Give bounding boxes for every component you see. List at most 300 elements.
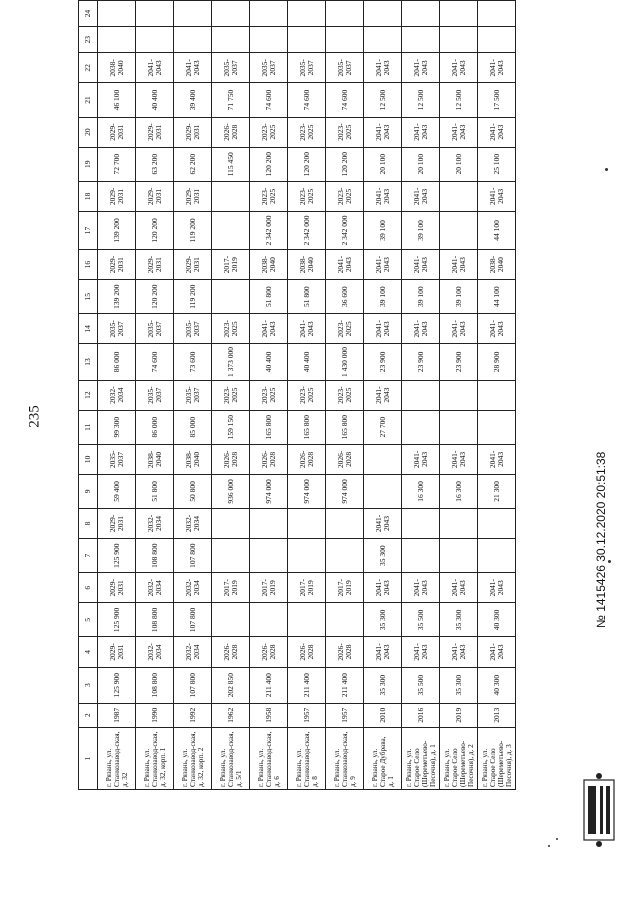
table-cell: 2032-2034	[136, 508, 174, 538]
table-cell: 2013	[478, 703, 516, 727]
table-cell: 2041-2043	[364, 250, 402, 280]
table-cell: 211 400	[288, 667, 326, 703]
table-cell	[212, 280, 250, 314]
table-cell: 2041-2043	[364, 380, 402, 410]
table-cell: 2041-2043	[440, 637, 478, 667]
table-cell	[288, 27, 326, 53]
column-header: 16	[79, 250, 98, 280]
scan-speck	[605, 168, 608, 171]
table-cell: 2026-2028	[288, 444, 326, 474]
table-cell: 2023-2025	[288, 380, 326, 410]
table-cell: 2017-2019	[288, 573, 326, 603]
column-header: 15	[79, 280, 98, 314]
column-header: 21	[79, 83, 98, 117]
address-cell: г. Рязань, ул. Станкозавод-ская, д. 32, корп. 2	[174, 727, 212, 789]
table-cell	[212, 539, 250, 573]
table-cell: 125 900	[98, 667, 136, 703]
table-cell: 74 600	[288, 83, 326, 117]
table-cell: 73 600	[174, 344, 212, 380]
table-cell: 2026-2028	[250, 444, 288, 474]
table-cell: 1 430 000	[326, 344, 364, 380]
table-cell	[364, 474, 402, 508]
column-header: 6	[79, 573, 98, 603]
table-cell: 39 100	[402, 211, 440, 249]
table-cell: 2041-2043	[364, 181, 402, 211]
table-cell	[288, 539, 326, 573]
table-cell: 27 700	[364, 410, 402, 444]
table-cell: 35 500	[402, 667, 440, 703]
table-cell: 139 200	[98, 280, 136, 314]
table-cell: 2041-2043	[402, 637, 440, 667]
table-cell: 51 800	[136, 474, 174, 508]
table-cell: 39 100	[440, 280, 478, 314]
page-number: 235	[26, 405, 43, 428]
column-header: 14	[79, 314, 98, 344]
table-cell: 2023-2025	[326, 380, 364, 410]
table-cell: 23 900	[364, 344, 402, 380]
table-cell: 2035-2037	[136, 380, 174, 410]
address-cell: г. Рязань, ул. Станкозавод-ская, д. 8	[288, 727, 326, 789]
table-row	[136, 1, 174, 790]
table-cell: 2 342 000	[288, 211, 326, 249]
table-cell: 2026-2028	[288, 637, 326, 667]
table-cell: 2041-2043	[440, 53, 478, 83]
table-cell: 35 300	[364, 539, 402, 573]
address-cell: г. Рязань, ул. Станкозавод-ская, д. 32	[98, 727, 136, 789]
table-cell: 2041-2043	[402, 250, 440, 280]
table-cell	[364, 444, 402, 474]
table-cell: 2041-2043	[402, 53, 440, 83]
table-cell: 115 450	[212, 147, 250, 181]
table-cell: 50 800	[174, 474, 212, 508]
table-cell: 107 800	[174, 667, 212, 703]
table-cell: 12 500	[440, 83, 478, 117]
table-cell: 20 100	[364, 147, 402, 181]
column-header: 9	[79, 474, 98, 508]
table-cell: 2041-2043	[364, 53, 402, 83]
table-cell	[364, 27, 402, 53]
table-row	[98, 1, 136, 790]
table-cell: 1957	[288, 703, 326, 727]
table-cell: 40 400	[250, 344, 288, 380]
table-cell: 85 000	[174, 410, 212, 444]
table-cell: 2 342 000	[250, 211, 288, 249]
scan-speck	[556, 838, 558, 840]
column-header: 10	[79, 444, 98, 474]
column-header: 18	[79, 181, 98, 211]
table-cell: 35 500	[402, 603, 440, 637]
table-cell: 17 500	[478, 83, 516, 117]
table-cell: 2023-2025	[288, 181, 326, 211]
table-cell: 2041-2043	[440, 250, 478, 280]
table-cell	[250, 27, 288, 53]
table-cell: 1987	[98, 703, 136, 727]
table-cell: 2041-2043	[478, 444, 516, 474]
column-header: 4	[79, 637, 98, 667]
table-cell	[212, 181, 250, 211]
address-cell: г. Рязань, ул. Станкозавод-ская, д. 6	[250, 727, 288, 789]
table-cell: 74 600	[326, 83, 364, 117]
table-cell	[326, 27, 364, 53]
table-cell: 2032-2034	[136, 637, 174, 667]
table-cell: 974 000	[288, 474, 326, 508]
table-cell: 12 500	[402, 83, 440, 117]
table-cell: 211 400	[250, 667, 288, 703]
table-cell: 2019	[440, 703, 478, 727]
table-cell: 1 373 000	[212, 344, 250, 380]
table-body	[98, 1, 516, 790]
table-cell: 63 200	[136, 147, 174, 181]
table-cell: 2038-2040	[250, 250, 288, 280]
table-cell	[440, 27, 478, 53]
table-row	[326, 1, 364, 790]
table-cell	[250, 508, 288, 538]
address-cell: г. Рязань, ул. Старое Село (Шереметьево-Песочня), д. 2	[440, 727, 478, 789]
table-cell: 936 000	[212, 474, 250, 508]
table-cell	[478, 508, 516, 538]
table-cell	[440, 380, 478, 410]
table-cell: 2029-2031	[98, 637, 136, 667]
table-cell: 2029-2031	[136, 117, 174, 147]
table-cell	[402, 410, 440, 444]
table-cell	[478, 380, 516, 410]
table-cell: 2026-2028	[326, 444, 364, 474]
address-cell: г. Рязань, ул. Старое Село (Шереметьево-Песочня), д. 1	[402, 727, 440, 789]
table-cell: 2041-2043	[402, 181, 440, 211]
table-row	[478, 1, 516, 790]
table-cell	[212, 1, 250, 27]
table-cell: 2017-2019	[326, 573, 364, 603]
table-cell: 108 800	[136, 667, 174, 703]
table-cell: 120 200	[136, 211, 174, 249]
table-cell: 2041-2043	[478, 314, 516, 344]
table-cell: 2041-2043	[402, 314, 440, 344]
table-cell	[136, 1, 174, 27]
table-cell: 119 200	[174, 280, 212, 314]
column-header: 19	[79, 147, 98, 181]
table-cell: 2026-2028	[212, 637, 250, 667]
table-cell: 86 000	[136, 410, 174, 444]
emblem-logo-icon	[580, 770, 618, 850]
table-cell: 51 800	[250, 280, 288, 314]
table-cell: 211 400	[326, 667, 364, 703]
table-cell: 72 700	[98, 147, 136, 181]
table-cell: 23 900	[402, 344, 440, 380]
table-row	[288, 1, 326, 790]
table-cell	[136, 27, 174, 53]
table-cell: 99 300	[98, 410, 136, 444]
address-cell: г. Рязань, ул. Старое Село (Шереметьево-Песочня), д. 3	[478, 727, 516, 789]
table-cell: 35 300	[364, 667, 402, 703]
table-cell: 2041-2043	[440, 314, 478, 344]
table-cell: 1958	[250, 703, 288, 727]
table-cell: 2032-2034	[98, 380, 136, 410]
table-cell: 2029-2031	[98, 250, 136, 280]
table-cell	[212, 27, 250, 53]
table-cell: 1992	[174, 703, 212, 727]
table-cell: 2023-2025	[288, 117, 326, 147]
table-cell: 2035-2037	[212, 53, 250, 83]
table-cell: 2026-2028	[212, 117, 250, 147]
table-cell: 2038-2040	[174, 444, 212, 474]
table-cell	[478, 1, 516, 27]
column-header: 17	[79, 211, 98, 249]
table-row	[402, 1, 440, 790]
table-cell: 120 200	[288, 147, 326, 181]
table-cell: 2041-2043	[478, 53, 516, 83]
table-cell	[174, 1, 212, 27]
table-cell: 2041-2043	[364, 314, 402, 344]
table-cell: 2029-2031	[98, 573, 136, 603]
table-row	[250, 1, 288, 790]
table-cell: 28 900	[478, 344, 516, 380]
table-cell: 2041-2043	[364, 573, 402, 603]
table-cell: 44 100	[478, 211, 516, 249]
table-cell	[478, 539, 516, 573]
table-cell	[478, 27, 516, 53]
address-cell: г. Рязань, ул. Станкозавод-ская, д. 32, корп. 1	[136, 727, 174, 789]
table-cell: 2032-2034	[174, 508, 212, 538]
table-cell: 1962	[212, 703, 250, 727]
column-header: 12	[79, 380, 98, 410]
table-cell: 2 342 000	[326, 211, 364, 249]
table-cell: 2023-2025	[326, 117, 364, 147]
rotated-table-container	[78, 0, 608, 790]
table-cell: 62 200	[174, 147, 212, 181]
table-cell	[98, 1, 136, 27]
column-header: 5	[79, 603, 98, 637]
table-cell	[402, 27, 440, 53]
table-cell: 2023-2025	[250, 181, 288, 211]
table-cell	[288, 508, 326, 538]
table-cell: 2023-2025	[250, 380, 288, 410]
table-row	[174, 1, 212, 790]
table-cell: 2026-2028	[326, 637, 364, 667]
address-cell: г. Рязань, ул. Старое Дубрава, д. 1	[364, 727, 402, 789]
capital-repair-table	[78, 0, 516, 790]
scan-speck	[548, 845, 550, 847]
table-cell: 2023-2025	[250, 117, 288, 147]
table-cell: 120 200	[326, 147, 364, 181]
table-cell: 59 400	[98, 474, 136, 508]
table-cell: 2041-2043	[478, 637, 516, 667]
table-cell: 2035-2037	[136, 314, 174, 344]
table-cell: 2029-2031	[174, 181, 212, 211]
table-cell: 2041-2043	[174, 53, 212, 83]
table-cell: 44 100	[478, 280, 516, 314]
table-cell: 40 300	[478, 603, 516, 637]
table-cell: 39 400	[174, 83, 212, 117]
table-cell: 2041-2043	[402, 444, 440, 474]
table-cell: 2041-2043	[288, 314, 326, 344]
table-cell: 2041-2043	[440, 117, 478, 147]
table-cell: 2038-2040	[478, 250, 516, 280]
column-header: 24	[79, 1, 98, 27]
table-cell: 2041-2043	[136, 53, 174, 83]
table-cell: 1990	[136, 703, 174, 727]
table-cell	[212, 508, 250, 538]
table-cell: 2010	[364, 703, 402, 727]
table-cell: 74 600	[250, 83, 288, 117]
table-cell: 40 400	[136, 83, 174, 117]
table-cell: 35 300	[440, 667, 478, 703]
table-cell: 2026-2028	[212, 444, 250, 474]
table-cell	[212, 211, 250, 249]
table-cell	[440, 508, 478, 538]
table-cell: 2041-2043	[440, 444, 478, 474]
table-cell: 2041-2043	[250, 314, 288, 344]
table-cell: 51 800	[288, 280, 326, 314]
table-cell: 2035-2037	[98, 444, 136, 474]
table-cell: 2038-2040	[288, 250, 326, 280]
table-cell: 120 200	[250, 147, 288, 181]
column-header: 7	[79, 539, 98, 573]
table-cell	[212, 603, 250, 637]
table-cell	[326, 603, 364, 637]
table-cell: 2041-2043	[478, 117, 516, 147]
address-cell: г. Рязань, ул. Станкозавод-ская, д. 5/1	[212, 727, 250, 789]
table-cell: 16 300	[402, 474, 440, 508]
table-cell: 35 300	[440, 603, 478, 637]
column-header: 1	[79, 727, 98, 789]
table-row	[440, 1, 478, 790]
table-cell	[402, 539, 440, 573]
table-cell: 21 300	[478, 474, 516, 508]
table-cell	[326, 508, 364, 538]
table-cell: 165 800	[288, 410, 326, 444]
table-cell	[364, 1, 402, 27]
table-cell: 2032-2034	[136, 573, 174, 603]
column-header: 8	[79, 508, 98, 538]
document-footer-stamp: № 1415426 30.12.2020 20:51:38	[594, 451, 608, 628]
table-cell	[326, 1, 364, 27]
table-cell	[288, 603, 326, 637]
table-cell	[402, 1, 440, 27]
table-cell: 2041-2043	[364, 117, 402, 147]
table-cell: 1957	[326, 703, 364, 727]
table-cell	[250, 539, 288, 573]
table-cell: 2041-2043	[478, 573, 516, 603]
table-cell: 2032-2034	[174, 637, 212, 667]
table-cell: 139 200	[98, 211, 136, 249]
table-cell: 2035-2037	[288, 53, 326, 83]
table-cell: 39 100	[402, 280, 440, 314]
table-cell: 2041-2043	[478, 181, 516, 211]
table-cell: 2041-2043	[326, 250, 364, 280]
table-cell: 39 100	[364, 280, 402, 314]
table-cell: 2023-2025	[212, 314, 250, 344]
table-cell: 2035-2037	[174, 380, 212, 410]
table-cell: 2041-2043	[440, 573, 478, 603]
table-cell: 46 100	[98, 83, 136, 117]
table-cell: 23 900	[440, 344, 478, 380]
table-cell: 86 000	[98, 344, 136, 380]
table-cell	[478, 410, 516, 444]
column-header: 3	[79, 667, 98, 703]
table-cell: 2023-2025	[326, 181, 364, 211]
table-cell: 108 800	[136, 539, 174, 573]
table-cell: 36 600	[326, 280, 364, 314]
table-cell: 107 800	[174, 603, 212, 637]
table-cell: 2029-2031	[174, 117, 212, 147]
table-row	[212, 1, 250, 790]
table-cell: 2017-2019	[212, 250, 250, 280]
table-row	[364, 1, 402, 790]
table-cell: 39 100	[364, 211, 402, 249]
table-cell: 2038-2040	[136, 444, 174, 474]
table-cell: 2023-2025	[212, 380, 250, 410]
table-cell: 2029-2031	[174, 250, 212, 280]
table-cell	[440, 539, 478, 573]
column-header: 20	[79, 117, 98, 147]
column-header: 23	[79, 27, 98, 53]
table-cell: 74 600	[136, 344, 174, 380]
table-cell: 2029-2031	[136, 181, 174, 211]
table-cell: 2016	[402, 703, 440, 727]
table-cell: 2029-2031	[98, 508, 136, 538]
table-cell: 119 200	[174, 211, 212, 249]
table-cell: 108 800	[136, 603, 174, 637]
table-cell	[98, 27, 136, 53]
table-cell: 125 900	[98, 603, 136, 637]
table-cell: 71 750	[212, 83, 250, 117]
column-header: 11	[79, 410, 98, 444]
table-cell: 2038-2040	[98, 53, 136, 83]
table-cell: 974 000	[250, 474, 288, 508]
column-header: 22	[79, 53, 98, 83]
table-cell: 40 300	[478, 667, 516, 703]
table-cell: 107 800	[174, 539, 212, 573]
table-cell	[326, 539, 364, 573]
table-cell: 120 200	[136, 280, 174, 314]
table-cell: 16 300	[440, 474, 478, 508]
table-cell: 2029-2031	[136, 250, 174, 280]
address-cell: г. Рязань, ул. Станкозавод-ская, д. 9	[326, 727, 364, 789]
table-cell: 2041-2043	[402, 573, 440, 603]
table-cell	[250, 1, 288, 27]
table-cell: 2029-2031	[98, 181, 136, 211]
table-cell	[250, 603, 288, 637]
table-cell: 2041-2043	[364, 637, 402, 667]
table-cell: 202 850	[212, 667, 250, 703]
table-cell: 2017-2019	[212, 573, 250, 603]
scan-speck	[608, 560, 611, 563]
table-cell	[440, 410, 478, 444]
table-cell: 2035-2037	[98, 314, 136, 344]
table-cell: 2041-2043	[364, 508, 402, 538]
header-row	[79, 1, 98, 790]
table-cell: 974 000	[326, 474, 364, 508]
table-cell: 20 100	[402, 147, 440, 181]
table-cell: 20 100	[440, 147, 478, 181]
table-cell	[440, 1, 478, 27]
table-cell	[174, 27, 212, 53]
table-cell: 2023-2025	[326, 314, 364, 344]
table-cell: 25 100	[478, 147, 516, 181]
table-cell: 2035-2037	[326, 53, 364, 83]
table-cell	[402, 508, 440, 538]
table-cell: 2032-2034	[174, 573, 212, 603]
table-cell: 165 800	[326, 410, 364, 444]
table-cell: 40 400	[288, 344, 326, 380]
table-cell: 35 300	[364, 603, 402, 637]
table-cell: 2041-2043	[402, 117, 440, 147]
table-cell: 159 150	[212, 410, 250, 444]
table-cell: 165 800	[250, 410, 288, 444]
table-cell	[440, 181, 478, 211]
table-cell: 12 500	[364, 83, 402, 117]
column-header: 13	[79, 344, 98, 380]
